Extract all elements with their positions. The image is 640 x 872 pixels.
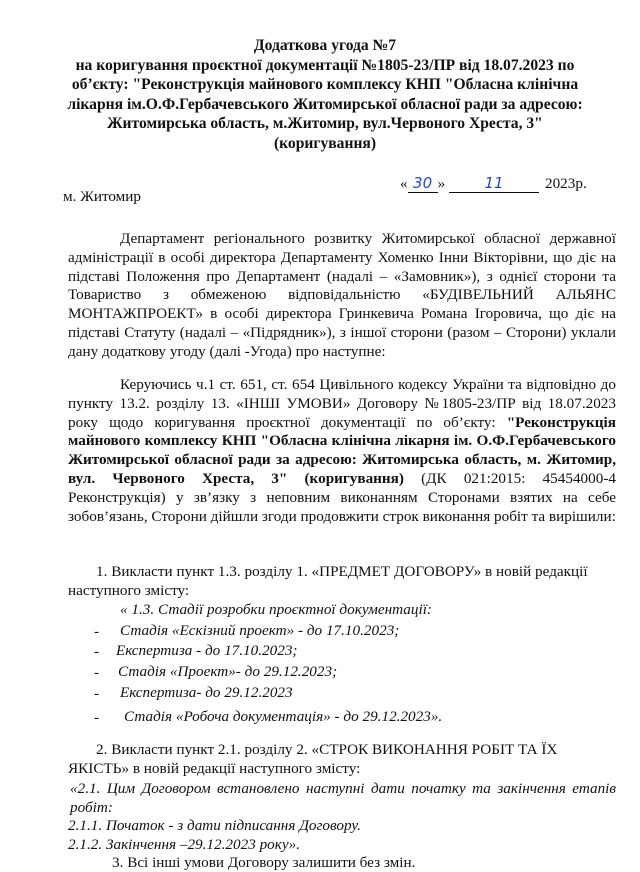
list-dash: - (94, 623, 100, 640)
title-line-6: (коригування) (273, 134, 377, 152)
item2-line2: ЯКІСТЬ» в новій редакції наступного змісту: (68, 760, 361, 777)
basis-text-part1: Керуючись ч.1 ст. 651, ст. 654 Цивільного кодексу України та відповідно до пункту 13.2. розділу 13. «ІНШІ УМОВИ» Договору №1805-23/ПР від 18.07.2023 року щодо коригування проєктної документації по об’єкту: (68, 376, 616, 431)
basis-paragraph (68, 376, 616, 526)
stage-entry: Стадія «Робоча документація» - до 29.12.2023». (124, 708, 443, 725)
title-line-3: об’єкту: "Реконструкція майнового комплексу КНП "Обласна клінічна (71, 76, 579, 93)
stage-entry: Стадія «Ескізний проект» - до 17.10.2023; (120, 622, 400, 639)
title-line-1: Додаткова угода №7 (253, 37, 397, 54)
intro-paragraph (68, 230, 616, 362)
date-close-quote: » (437, 175, 446, 192)
date-of-signing (400, 174, 587, 193)
date-month-handwritten: 11 (449, 174, 539, 193)
stage-entry: Експертиза - до 17.10.2023; (116, 642, 298, 659)
title-line-4: лікарня ім.О.Ф.Гербачевського Житомирської обласної ради за адресою: (67, 95, 583, 113)
stage-entry: Стадія «Проект»- до 29.12.2023; (118, 663, 338, 680)
basis-object-name: "Реконструкція майнового комплексу КНП "Обласна клінічна лікарня ім. О.Ф.Гербачевського Житомирської обласної ради за адресою: Житомирська область, м. Житомир, вул. Червоного Хреста, 3" (коригування) (68, 413, 616, 487)
date-day-handwritten: 30 (408, 174, 438, 193)
list-dash: - (94, 685, 100, 702)
item3: 3. Всі інші умови Договору залишити без змін. (112, 854, 416, 871)
date-year: 2023р. (544, 175, 587, 192)
basis-text-part2: (ДК 021:2015: 45454000-4 Реконструкція) у зв’язку з неповним виконанням Сторонами взятих на себе зобов’язань, Сторони дійшли згоди продовжити строк виконання робіт та вирішили: (68, 469, 616, 525)
title-line-5: Житомирська область, м.Житомир, вул.Червоного Хреста, 3" (107, 115, 543, 132)
item1-line1: 1. Викласти пункт 1.3. розділу 1. «ПРЕДМЕТ ДОГОВОРУ» в новій редакції (96, 563, 588, 580)
item2-sub1: 2.1.1. Початок - з дати підписання Договору. (68, 817, 361, 834)
item2-line1: 2. Викласти пункт 2.1. розділу 2. «СТРОК ВИКОНАННЯ РОБІТ ТА ЇХ (96, 741, 558, 758)
item1-line2: наступного змісту: (68, 582, 190, 599)
list-dash: - (94, 643, 100, 660)
date-open-quote: « (400, 175, 408, 192)
item2-sub2: 2.1.2. Закінчення –29.12.2023 року». (68, 836, 301, 853)
item2-quote: «2.1. Цим Договором встановлено наступні дати початку та закінчення етапів робіт: (70, 780, 616, 816)
document-title (40, 36, 610, 153)
item1-heading: « 1.3. Стадії розробки проєктної документації: (120, 601, 432, 618)
intro-text: Департамент регіонального розвитку Житомирської обласної державної адміністрації в особі директора Департаменту Хоменко Інни Вікторівни, що діє на підставі Положення про Департамент (надалі – «Замовник»), з однієї сторони та Товариство з обмеженою відповідальністю «БУДІВЕЛЬНИЙ АЛЬЯНС МОНТАЖПРОЕКТ» в особі директора Гринкевича Романа Ігоровича, що діє на підставі Статуту (надалі – «Підрядник»), з іншої сторони (разом – Сторони) уклали дану додаткову угоду (далі -Угода) про наступне: (68, 230, 616, 360)
list-dash: - (94, 664, 100, 681)
title-line-2: на коригування проєктної документації №1805-23/ПР від 18.07.2023 по (75, 56, 575, 74)
list-dash: - (94, 709, 100, 726)
place-of-signing: м. Житомир (63, 188, 142, 205)
stage-entry: Експертиза- до 29.12.2023 (120, 684, 293, 701)
